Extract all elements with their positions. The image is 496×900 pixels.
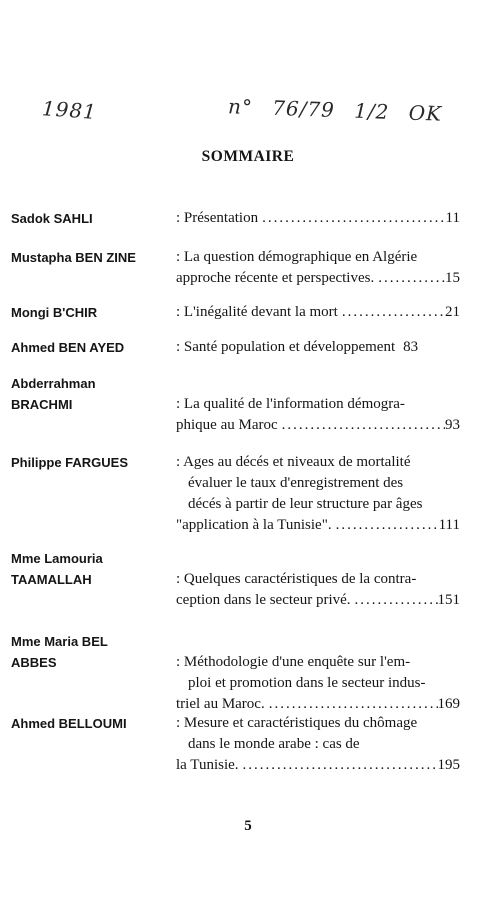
- page-number-ref: 15: [445, 270, 460, 286]
- leader-dots: [265, 694, 438, 715]
- page-title: SOMMAIRE: [201, 148, 295, 165]
- author-line: Philippe FARGUES: [11, 455, 129, 470]
- author-name: [11, 302, 169, 323]
- author-line: TAAMALLAH: [11, 572, 92, 587]
- author-line: BRACHMI: [11, 397, 73, 412]
- description-line: Mesure et caractéristiques du chômage: [183, 715, 418, 731]
- entry-last-line: : Santé population et développement 83: [176, 337, 460, 358]
- page-number-ref: 11: [445, 210, 460, 226]
- page-number-ref: 169: [437, 696, 460, 712]
- description-line: Présentation: [183, 210, 259, 226]
- author-line: Mongi B'CHIR: [11, 305, 98, 320]
- author-line: Mme Lamouria: [11, 551, 103, 566]
- description-line: décés à partir de leur structure par âges: [188, 496, 423, 512]
- author-line: Ahmed BEN AYED: [11, 340, 125, 355]
- description-line: La question démographique en Algérie: [183, 249, 418, 265]
- entry-last-line: [176, 755, 460, 776]
- page-number: 5: [244, 818, 252, 834]
- entry-description: : Ages au décés et niveaux de mortalité évaluer le taux d'enregistrement des décés à partir de leur structure par âges "application à la Tunisie". ..... 111: [176, 452, 460, 536]
- leader-dots: [258, 208, 445, 229]
- leader-dots: [351, 590, 438, 611]
- description-line: dans le monde arabe : cas de: [188, 736, 360, 752]
- leader-dots: [374, 268, 445, 289]
- author-name: [11, 208, 169, 229]
- entry-last-line: [176, 515, 460, 536]
- description-line: Ages au décés et niveaux de mortalité: [183, 454, 411, 470]
- author-line: Sadok SAHLI: [11, 211, 93, 226]
- author-name: [11, 631, 169, 673]
- description-line: la Tunisie.: [176, 757, 239, 773]
- author-name: [11, 713, 169, 734]
- author-name: [11, 548, 169, 590]
- description-line: Santé population et développement: [183, 339, 396, 355]
- description-line: Quelques caractéristiques de la contra-: [183, 571, 417, 587]
- description-line: phique au Maroc: [176, 417, 278, 433]
- author-name: [11, 247, 169, 268]
- leader-dots: [239, 755, 438, 776]
- entry-description: : La question démographique en Algérie approche récente et perspectives. ..... 15: [176, 247, 460, 289]
- description-line: La qualité de l'information démogra-: [183, 396, 405, 412]
- page-number-ref: 83: [403, 339, 419, 355]
- description-line: triel au Maroc.: [176, 696, 265, 712]
- leader-dots: [332, 515, 439, 536]
- page-number-ref: 21: [445, 304, 460, 320]
- entry-description: [176, 302, 460, 323]
- leader-dots: [278, 415, 445, 436]
- entry-description: [176, 208, 460, 229]
- author-name: [11, 337, 169, 358]
- page-number-ref: 93: [445, 417, 460, 433]
- entry-last-line: [176, 590, 460, 611]
- description-line: Méthodologie d'une enquête sur l'em-: [183, 654, 411, 670]
- entry-description: : Quelques caractéristiques de la contra- ception dans le secteur privé. ..... 151: [176, 569, 460, 611]
- author-line: ABBES: [11, 655, 57, 670]
- handwritten-reference: n° 76/79 1/2 OK: [227, 94, 443, 126]
- author-line: Ahmed BELLOUMI: [11, 716, 127, 731]
- leader-dots: [338, 302, 445, 323]
- entry-description: : Mesure et caractéristiques du chômage dans le monde arabe : cas de la Tunisie. ..... 195: [176, 713, 460, 776]
- page-number-ref: 151: [437, 592, 460, 608]
- entry-last-line: [176, 268, 460, 289]
- author-line: Mustapha BEN ZINE: [11, 250, 136, 265]
- entry-last-line: [176, 415, 460, 436]
- entry-last-line: : L'inégalité devant la mort ..... 21: [176, 302, 460, 323]
- entry-last-line: : Présentation ..... 11: [176, 208, 460, 229]
- author-name: [11, 452, 169, 473]
- entry-description: [176, 337, 460, 358]
- description-line: approche récente et perspectives.: [176, 270, 375, 286]
- entry-description: : Méthodologie d'une enquête sur l'em- ploi et promotion dans le secteur indus- triel au Maroc. ..... 169: [176, 652, 460, 715]
- entry-last-line: [176, 694, 460, 715]
- description-line: évaluer le taux d'enregistrement des: [188, 475, 404, 491]
- description-line: L'inégalité devant la mort: [183, 304, 338, 320]
- page-number-ref: 111: [438, 517, 460, 533]
- description-line: "application à la Tunisie".: [176, 517, 332, 533]
- handwritten-year: 1981: [41, 96, 98, 124]
- description-line: ception dans le secteur privé.: [176, 592, 351, 608]
- page-number-ref: 195: [437, 757, 460, 773]
- description-line: ploi et promotion dans le secteur indus-: [188, 675, 426, 691]
- entry-description: : La qualité de l'information démogra- phique au Maroc ..... 93: [176, 394, 460, 436]
- author-line: Abderrahman: [11, 376, 96, 391]
- author-line: Mme Maria BEL: [11, 634, 108, 649]
- author-name: [11, 373, 169, 415]
